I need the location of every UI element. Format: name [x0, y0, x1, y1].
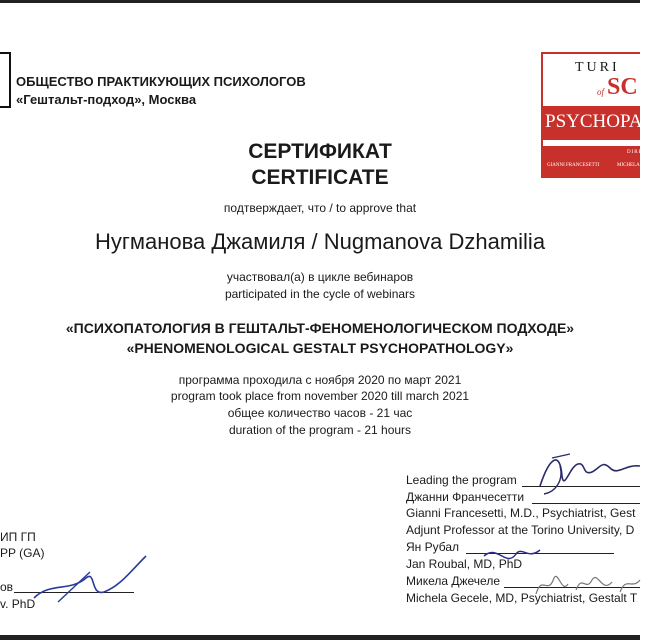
program-hours-ru: общее количество часов - 21 час	[227, 406, 413, 420]
organization-subtitle: «Гештальт-подход», Москва	[16, 92, 197, 107]
school-logo-word2: SC	[607, 74, 638, 100]
leader-2-name-en: Jan Roubal, MD, PhD	[406, 557, 523, 571]
left-signatory-line3: ов	[0, 580, 14, 594]
school-logo-director-2: MICHELA G	[617, 163, 645, 168]
program-hours-en: duration of the program - 21 hours	[228, 423, 412, 437]
organization-logo	[0, 52, 11, 108]
signature-francesetti	[530, 446, 640, 496]
leader-2-name-ru: Ян Рубал	[406, 540, 460, 554]
organization-name: ОБЩЕСТВО ПРАКТИКУЮЩИХ ПСИХОЛОГОВ	[16, 74, 306, 89]
leading-label: Leading the program	[406, 473, 517, 487]
recipient-name: Нугманова Джамиля / Nugmanova Dzhamilia	[94, 229, 546, 254]
participated-ru: участвовал(а) в цикле вебинаров	[226, 270, 414, 284]
school-logo-director-1: GIANNI FRANCESETTI	[547, 163, 600, 168]
bottom-border	[0, 635, 640, 640]
left-signatory-line1: ИП ГП	[0, 530, 36, 544]
participated-en: participated in the cycle of webinars	[224, 287, 416, 301]
course-title-en: «PHENOMENOLOGICAL GESTALT PSYCHOPATHOLOGY»	[126, 340, 514, 356]
certificate-title-en: CERTIFICATE	[251, 166, 389, 189]
leader-1-name-ru: Джанни Франчесетти	[406, 490, 525, 504]
approve-text: подтверждает, что / to approve that	[223, 201, 417, 215]
school-logo-word1: TURI	[575, 60, 620, 75]
course-title-ru: «ПСИХОПАТОЛОГИЯ В ГЕШТАЛЬТ-ФЕНОМЕНОЛОГИЧЕСКОМ ПОДХОДЕ»	[65, 320, 575, 336]
left-signatory-line4: v. PhD	[0, 597, 36, 611]
leader-1-role: Adjunt Professor at the Torino University, D	[406, 523, 635, 537]
signature-line-1b	[532, 503, 640, 504]
top-border	[0, 0, 640, 3]
school-logo-band-text: PSYCHOPAT	[545, 111, 652, 132]
certificate-title-ru: СЕРТИФИКАТ	[248, 140, 392, 163]
signature-left	[30, 552, 150, 612]
leader-3-name-en: Michela Gecele, MD, Psychiatrist, Gestalt T	[406, 591, 638, 605]
school-logo-directed: DIRECT	[627, 150, 652, 155]
leader-1-name-en: Gianni Francesetti, M.D., Psychiatrist, Gest	[406, 506, 636, 520]
program-dates-ru: программа проходила с ноября 2020 по март 2021	[178, 373, 462, 387]
program-dates-en: program took place from november 2020 till march 2021	[170, 389, 470, 403]
signature-gecele	[532, 564, 640, 604]
leader-3-name-ru: Микела Джечеле	[406, 574, 501, 588]
left-signatory-line2: PP (GA)	[0, 546, 45, 560]
school-logo-of: of	[597, 87, 605, 97]
